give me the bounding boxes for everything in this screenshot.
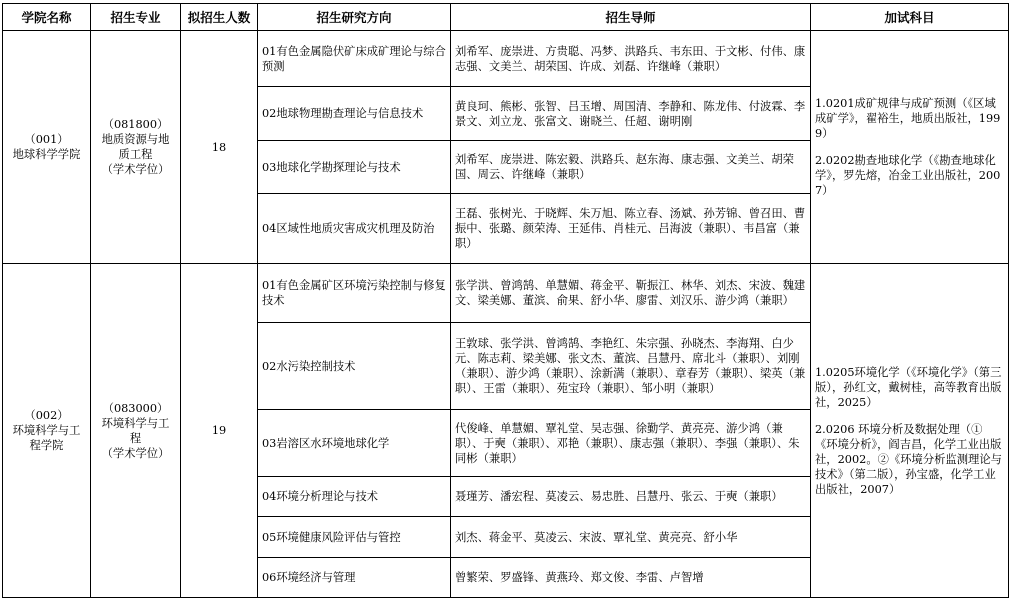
major-cell — [91, 264, 181, 598]
supervisor-cell: 曾繁荣、罗盛锋、黄燕玲、郑文俊、李雷、卢智增 — [451, 558, 811, 598]
supervisor-cell: 刘杰、蒋金平、莫凌云、宋波、覃礼堂、黄亮亮、舒小华 — [451, 517, 811, 558]
direction-cell: 01有色金属矿区环境污染控制与修复技术 — [258, 264, 451, 323]
major-degree: （学术学位） — [101, 163, 170, 176]
major-code: （081800） — [102, 118, 169, 131]
exam-subject: 2.0202勘查地球化学（《勘查地球化学》，罗先熔，冶金工业出版社，2007） — [815, 154, 1001, 197]
supervisor-cell: 聂瑾芳、潘宏程、莫凌云、易忠胜、吕慧丹、张云、于奭（兼职） — [451, 477, 811, 517]
exam-cell — [811, 264, 1009, 598]
exam-subject: 2.0206 环境分析及数据处理（①《环境分析》，阎吉昌，化学工业出版社，2002。②《环境分析监测理论与技术》（第二版），孙宝盛，化学工业出版社，2007） — [815, 422, 1002, 496]
supervisor-cell: 代俊峰、单慧媚、覃礼堂、吴志强、徐勤学、黄亮亮、游少鸿（兼职）、于奭（兼职）、邓艳（兼职）、康志强（兼职）、李强（兼职）、朱同彬（兼职） — [451, 410, 811, 477]
major-code: （083000） — [102, 401, 169, 415]
header-supervisor: 招生导师 — [451, 4, 811, 31]
direction-cell: 06环境经济与管理 — [258, 558, 451, 598]
quota-cell: 19 — [181, 264, 258, 598]
direction-cell: 02地球物理勘查理论与信息技术 — [258, 87, 451, 141]
supervisor-cell: 刘希军、庞崇进、陈宏毅、洪路兵、赵东海、康志强、文美兰、胡荣国、周云、许继峰（兼职） — [451, 141, 811, 194]
college-name-line2: 程学院 — [29, 439, 64, 452]
direction-cell: 04区域性地质灾害成灾机理及防治 — [258, 194, 451, 264]
exam-cell — [811, 31, 1009, 264]
supervisor-cell: 张学洪、曾鸿鹄、单慧媚、蒋金平、靳振江、林华、刘杰、宋波、魏建文、梁美娜、董滨、俞果、舒小华、廖雷、刘汉乐、游少鸿（兼职） — [451, 264, 811, 323]
table-row — [3, 31, 1009, 87]
major-name-line2: 程 — [129, 431, 142, 445]
header-exam: 加试科目 — [811, 4, 1009, 31]
direction-cell: 04环境分析理论与技术 — [258, 477, 451, 517]
college-code: （001） — [24, 133, 69, 146]
college-code: （002） — [24, 409, 69, 422]
college-cell — [3, 31, 91, 264]
exam-subject: 1.0205环境化学（《环境化学》（第三版），孙红文，戴树桂，高等教育出版社，2025） — [815, 365, 1002, 409]
major-name-line1: 环境科学与工 — [101, 416, 170, 430]
exam-subject: 1.0201成矿规律与成矿预测（《区域成矿学》，翟裕生，地质出版社，1999） — [815, 97, 1001, 140]
direction-cell: 03地球化学勘探理论与技术 — [258, 141, 451, 194]
supervisor-cell: 黄良珂、熊彬、张智、吕玉增、周国清、李静和、陈龙伟、付波霖、李景文、刘立龙、张富文、谢晓兰、任超、谢明刚 — [451, 87, 811, 141]
direction-cell: 05环境健康风险评估与管控 — [258, 517, 451, 558]
supervisor-cell: 王敦球、张学洪、曾鸿鹄、李艳红、朱宗强、孙晓杰、李海翔、白少元、陈志莉、梁美娜、张文杰、董滨、吕慧丹、席北斗（兼职）、刘刚（兼职）、游少鸿（兼职）、涂新满（兼职）、章春芳（兼职）、梁英（兼职）、王雷（兼职）、苑宝玲（兼职）、邹小明（兼职） — [451, 323, 811, 410]
college-cell — [3, 264, 91, 598]
direction-cell: 01有色金属隐伏矿床成矿理论与综合预测 — [258, 31, 451, 87]
major-name-line2: 质工程 — [118, 148, 153, 161]
major-degree: （学术学位） — [101, 446, 170, 460]
header-college: 学院名称 — [3, 4, 91, 31]
header-row — [3, 4, 1009, 31]
major-cell — [91, 31, 181, 264]
header-direction: 招生研究方向 — [258, 4, 451, 31]
direction-cell: 02水污染控制技术 — [258, 323, 451, 410]
header-quota: 拟招生人数 — [181, 4, 258, 31]
header-major: 招生专业 — [91, 4, 181, 31]
table-row — [3, 264, 1009, 323]
direction-cell: 03岩溶区水环境地球化学 — [258, 410, 451, 477]
admissions-table — [2, 3, 1009, 598]
college-name-line1: 环境科学与工 — [12, 424, 81, 437]
quota-cell: 18 — [181, 31, 258, 264]
college-name: 地球科学学院 — [12, 148, 81, 161]
major-name-line1: 地质资源与地 — [101, 133, 170, 146]
supervisor-cell: 王磊、张树光、于晓辉、朱万旭、陈立春、汤斌、孙芳锦、曾召田、曹振中、张璐、颜荣涛、王延伟、肖桂元、吕海波（兼职）、韦昌富（兼职） — [451, 194, 811, 264]
supervisor-cell: 刘希军、庞崇进、方贵聪、冯梦、洪路兵、韦东田、于文彬、付伟、康志强、文美兰、胡荣国、许成、刘磊、许继峰（兼职） — [451, 31, 811, 87]
